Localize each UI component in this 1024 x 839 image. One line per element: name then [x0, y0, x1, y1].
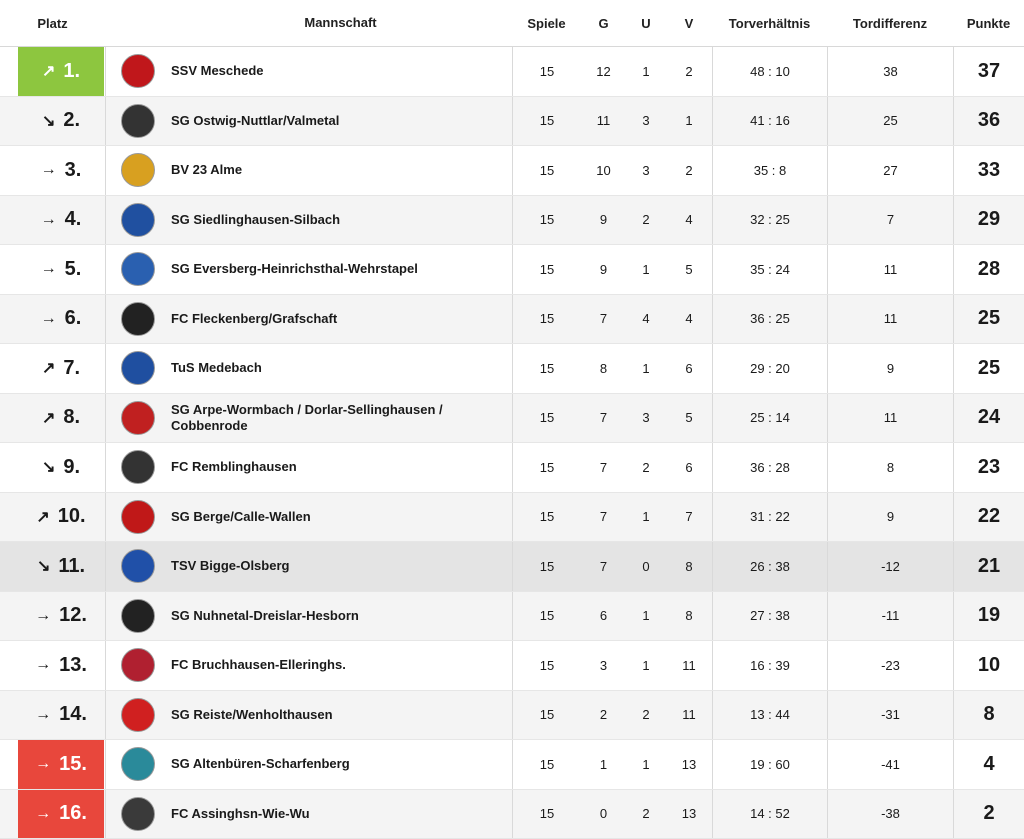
- logo-cell: [105, 97, 169, 146]
- table-row[interactable]: [0, 493, 1024, 543]
- platz-cell: [0, 245, 105, 294]
- trend-arrow-icon: ↘: [42, 111, 55, 131]
- siege-cell: 7: [581, 394, 626, 443]
- table-row[interactable]: [0, 641, 1024, 691]
- punkte-cell: 2: [953, 790, 1024, 839]
- spiele-cell: 15: [512, 443, 581, 492]
- club-crest-icon: [121, 500, 155, 534]
- logo-cell: [105, 542, 169, 591]
- torverhaeltnis-cell: 36 : 28: [712, 443, 827, 492]
- torverhaeltnis-cell: 25 : 14: [712, 394, 827, 443]
- torverhaeltnis-cell: 13 : 44: [712, 691, 827, 740]
- logo-cell: [105, 641, 169, 690]
- place-badge: [18, 493, 104, 542]
- team-name[interactable]: SG Ostwig-Nuttlar/Valmetal: [169, 97, 512, 146]
- team-name[interactable]: FC Remblinghausen: [169, 443, 512, 492]
- place-number: 9.: [63, 456, 80, 479]
- header-v: V: [666, 0, 712, 46]
- siege-cell: 7: [581, 493, 626, 542]
- torverhaeltnis-cell: 26 : 38: [712, 542, 827, 591]
- club-crest-icon: [121, 747, 155, 781]
- platz-cell: [0, 493, 105, 542]
- header-tordifferenz: Tordifferenz: [827, 0, 953, 46]
- logo-cell: [105, 146, 169, 195]
- unentschieden-cell: 1: [626, 47, 666, 96]
- place-number: 11.: [58, 555, 85, 578]
- punkte-cell: 10: [953, 641, 1024, 690]
- unentschieden-cell: 1: [626, 740, 666, 789]
- platz-cell: [0, 740, 105, 789]
- table-row[interactable]: [0, 97, 1024, 147]
- unentschieden-cell: 3: [626, 146, 666, 195]
- torverhaeltnis-cell: 27 : 38: [712, 592, 827, 641]
- team-name[interactable]: SG Altenbüren-Scharfenberg: [169, 740, 512, 789]
- trend-arrow-icon: ↗: [42, 358, 55, 378]
- tordifferenz-cell: 11: [827, 295, 953, 344]
- punkte-cell: 36: [953, 97, 1024, 146]
- table-row[interactable]: [0, 443, 1024, 493]
- spiele-cell: 15: [512, 542, 581, 591]
- tordifferenz-cell: 7: [827, 196, 953, 245]
- niederlagen-cell: 13: [666, 790, 712, 839]
- platz-cell: [0, 641, 105, 690]
- unentschieden-cell: 2: [626, 691, 666, 740]
- platz-cell: [0, 146, 105, 195]
- place-badge: [18, 295, 104, 344]
- logo-cell: [105, 47, 169, 96]
- place-number: 3.: [65, 159, 82, 182]
- trend-arrow-icon: →: [41, 260, 57, 278]
- punkte-cell: 25: [953, 295, 1024, 344]
- place-badge: [18, 394, 104, 443]
- siege-cell: 12: [581, 47, 626, 96]
- torverhaeltnis-cell: 36 : 25: [712, 295, 827, 344]
- torverhaeltnis-cell: 19 : 60: [712, 740, 827, 789]
- tordifferenz-cell: -12: [827, 542, 953, 591]
- club-crest-icon: [121, 401, 155, 435]
- spiele-cell: 15: [512, 196, 581, 245]
- club-crest-icon: [121, 302, 155, 336]
- place-number: 16.: [59, 802, 87, 825]
- trend-arrow-icon: ↘: [42, 457, 55, 477]
- unentschieden-cell: 3: [626, 97, 666, 146]
- unentschieden-cell: 2: [626, 443, 666, 492]
- place-number: 5.: [65, 258, 82, 281]
- table-row[interactable]: [0, 245, 1024, 295]
- logo-cell: [105, 295, 169, 344]
- club-crest-icon: [121, 698, 155, 732]
- platz-cell: [0, 47, 105, 96]
- place-number: 14.: [59, 703, 87, 726]
- team-name[interactable]: SG Berge/Calle-Wallen: [169, 493, 512, 542]
- logo-cell: [105, 443, 169, 492]
- trend-arrow-icon: →: [35, 805, 51, 823]
- niederlagen-cell: 13: [666, 740, 712, 789]
- torverhaeltnis-cell: 29 : 20: [712, 344, 827, 393]
- tordifferenz-cell: 25: [827, 97, 953, 146]
- spiele-cell: 15: [512, 97, 581, 146]
- team-name[interactable]: TSV Bigge-Olsberg: [169, 542, 512, 591]
- logo-cell: [105, 592, 169, 641]
- table-row[interactable]: [0, 394, 1024, 444]
- tordifferenz-cell: 11: [827, 394, 953, 443]
- spiele-cell: 15: [512, 47, 581, 96]
- spiele-cell: 15: [512, 790, 581, 839]
- torverhaeltnis-cell: 32 : 25: [712, 196, 827, 245]
- spiele-cell: 15: [512, 493, 581, 542]
- siege-cell: 9: [581, 245, 626, 294]
- torverhaeltnis-cell: 35 : 8: [712, 146, 827, 195]
- spiele-cell: 15: [512, 295, 581, 344]
- table-body: [0, 47, 1024, 839]
- table-row[interactable]: [0, 740, 1024, 790]
- punkte-cell: 29: [953, 196, 1024, 245]
- place-badge: [18, 146, 104, 195]
- table-row[interactable]: [0, 542, 1024, 592]
- niederlagen-cell: 8: [666, 592, 712, 641]
- team-name[interactable]: SG Reiste/Wenholthausen: [169, 691, 512, 740]
- place-number: 10.: [58, 505, 86, 528]
- platz-cell: [0, 691, 105, 740]
- niederlagen-cell: 11: [666, 641, 712, 690]
- logo-cell: [105, 790, 169, 839]
- punkte-cell: 25: [953, 344, 1024, 393]
- unentschieden-cell: 1: [626, 344, 666, 393]
- header-spiele: Spiele: [512, 0, 581, 46]
- club-crest-icon: [121, 450, 155, 484]
- logo-cell: [105, 344, 169, 393]
- header-logo-spacer: [105, 0, 169, 46]
- team-name[interactable]: FC Assinghsn-Wie-Wu: [169, 790, 512, 839]
- punkte-cell: 19: [953, 592, 1024, 641]
- siege-cell: 1: [581, 740, 626, 789]
- table-row[interactable]: [0, 146, 1024, 196]
- place-number: 15.: [59, 753, 87, 776]
- trend-arrow-icon: ↗: [42, 61, 55, 81]
- tordifferenz-cell: 27: [827, 146, 953, 195]
- punkte-cell: 33: [953, 146, 1024, 195]
- siege-cell: 3: [581, 641, 626, 690]
- platz-cell: [0, 97, 105, 146]
- platz-cell: [0, 196, 105, 245]
- torverhaeltnis-cell: 14 : 52: [712, 790, 827, 839]
- tordifferenz-cell: 38: [827, 47, 953, 96]
- siege-cell: 7: [581, 295, 626, 344]
- niederlagen-cell: 4: [666, 196, 712, 245]
- spiele-cell: 15: [512, 344, 581, 393]
- place-badge: [18, 47, 104, 96]
- place-badge: [18, 443, 104, 492]
- punkte-cell: 4: [953, 740, 1024, 789]
- unentschieden-cell: 2: [626, 790, 666, 839]
- trend-arrow-icon: ↘: [37, 556, 50, 576]
- place-number: 1.: [63, 60, 80, 83]
- torverhaeltnis-cell: 31 : 22: [712, 493, 827, 542]
- unentschieden-cell: 1: [626, 592, 666, 641]
- place-badge: [18, 790, 104, 839]
- place-number: 7.: [63, 357, 80, 380]
- table-row[interactable]: [0, 196, 1024, 246]
- table-row[interactable]: [0, 295, 1024, 345]
- logo-cell: [105, 196, 169, 245]
- trend-arrow-icon: →: [35, 706, 51, 724]
- unentschieden-cell: 2: [626, 196, 666, 245]
- table-row[interactable]: [0, 592, 1024, 642]
- header-torverhaeltnis: Torverhältnis: [712, 0, 827, 46]
- spiele-cell: 15: [512, 641, 581, 690]
- header-punkte: Punkte: [953, 0, 1024, 46]
- platz-cell: [0, 344, 105, 393]
- platz-cell: [0, 790, 105, 839]
- tordifferenz-cell: 8: [827, 443, 953, 492]
- siege-cell: 9: [581, 196, 626, 245]
- club-crest-icon: [121, 648, 155, 682]
- place-number: 12.: [59, 604, 87, 627]
- trend-arrow-icon: ↗: [36, 507, 49, 527]
- trend-arrow-icon: ↗: [42, 408, 55, 428]
- logo-cell: [105, 493, 169, 542]
- team-name[interactable]: SG Siedlinghausen-Silbach: [169, 196, 512, 245]
- place-badge: [18, 344, 104, 393]
- trend-arrow-icon: →: [35, 755, 51, 773]
- unentschieden-cell: 1: [626, 245, 666, 294]
- platz-cell: [0, 542, 105, 591]
- tordifferenz-cell: 9: [827, 344, 953, 393]
- niederlagen-cell: 6: [666, 443, 712, 492]
- siege-cell: 2: [581, 691, 626, 740]
- table-row[interactable]: [0, 691, 1024, 741]
- place-badge: [18, 196, 104, 245]
- platz-cell: [0, 295, 105, 344]
- torverhaeltnis-cell: 41 : 16: [712, 97, 827, 146]
- club-crest-icon: [121, 351, 155, 385]
- niederlagen-cell: 6: [666, 344, 712, 393]
- unentschieden-cell: 1: [626, 641, 666, 690]
- table-row[interactable]: [0, 790, 1024, 839]
- siege-cell: 0: [581, 790, 626, 839]
- place-badge: [18, 245, 104, 294]
- spiele-cell: 15: [512, 740, 581, 789]
- place-number: 6.: [65, 307, 82, 330]
- platz-cell: [0, 394, 105, 443]
- punkte-cell: 28: [953, 245, 1024, 294]
- logo-cell: [105, 245, 169, 294]
- spiele-cell: 15: [512, 146, 581, 195]
- club-crest-icon: [121, 104, 155, 138]
- siege-cell: 11: [581, 97, 626, 146]
- team-name[interactable]: FC Fleckenberg/Grafschaft: [169, 295, 512, 344]
- place-number: 2.: [63, 109, 80, 132]
- team-name[interactable]: FC Bruchhausen-Elleringhs.: [169, 641, 512, 690]
- spiele-cell: 15: [512, 245, 581, 294]
- tordifferenz-cell: -23: [827, 641, 953, 690]
- team-name[interactable]: SSV Meschede: [169, 47, 512, 96]
- niederlagen-cell: 5: [666, 394, 712, 443]
- tordifferenz-cell: -41: [827, 740, 953, 789]
- table-row[interactable]: [0, 47, 1024, 97]
- tordifferenz-cell: -31: [827, 691, 953, 740]
- torverhaeltnis-cell: 16 : 39: [712, 641, 827, 690]
- unentschieden-cell: 0: [626, 542, 666, 591]
- trend-arrow-icon: →: [41, 211, 57, 229]
- trend-arrow-icon: →: [35, 607, 51, 625]
- niederlagen-cell: 2: [666, 146, 712, 195]
- trend-arrow-icon: →: [35, 656, 51, 674]
- place-number: 8.: [63, 406, 80, 429]
- team-name[interactable]: SG Eversberg-Heinrichsthal-Wehrstapel: [169, 245, 512, 294]
- trend-arrow-icon: →: [41, 161, 57, 179]
- header-g: G: [581, 0, 626, 46]
- header-platz: Platz: [0, 0, 105, 46]
- place-badge: [18, 97, 104, 146]
- place-number: 13.: [59, 654, 87, 677]
- team-name[interactable]: SG Nuhnetal-Dreislar-Hesborn: [169, 592, 512, 641]
- logo-cell: [105, 394, 169, 443]
- punkte-cell: 37: [953, 47, 1024, 96]
- punkte-cell: 22: [953, 493, 1024, 542]
- siege-cell: 7: [581, 542, 626, 591]
- logo-cell: [105, 740, 169, 789]
- tordifferenz-cell: 11: [827, 245, 953, 294]
- spiele-cell: 15: [512, 691, 581, 740]
- siege-cell: 8: [581, 344, 626, 393]
- header-u: U: [626, 0, 666, 46]
- place-badge: [18, 592, 104, 641]
- place-badge: [18, 740, 104, 789]
- spiele-cell: 15: [512, 394, 581, 443]
- niederlagen-cell: 5: [666, 245, 712, 294]
- unentschieden-cell: 4: [626, 295, 666, 344]
- torverhaeltnis-cell: 35 : 24: [712, 245, 827, 294]
- torverhaeltnis-cell: 48 : 10: [712, 47, 827, 96]
- punkte-cell: 8: [953, 691, 1024, 740]
- punkte-cell: 21: [953, 542, 1024, 591]
- niederlagen-cell: 2: [666, 47, 712, 96]
- tordifferenz-cell: 9: [827, 493, 953, 542]
- spiele-cell: 15: [512, 592, 581, 641]
- niederlagen-cell: 4: [666, 295, 712, 344]
- trend-arrow-icon: →: [41, 310, 57, 328]
- club-crest-icon: [121, 252, 155, 286]
- team-name[interactable]: TuS Medebach: [169, 344, 512, 393]
- punkte-cell: 23: [953, 443, 1024, 492]
- place-number: 4.: [65, 208, 82, 231]
- siege-cell: 6: [581, 592, 626, 641]
- tordifferenz-cell: -11: [827, 592, 953, 641]
- niederlagen-cell: 7: [666, 493, 712, 542]
- platz-cell: [0, 443, 105, 492]
- punkte-cell: 24: [953, 394, 1024, 443]
- logo-cell: [105, 691, 169, 740]
- niederlagen-cell: 8: [666, 542, 712, 591]
- team-name[interactable]: BV 23 Alme: [169, 146, 512, 195]
- unentschieden-cell: 3: [626, 394, 666, 443]
- tordifferenz-cell: -38: [827, 790, 953, 839]
- place-badge: [18, 542, 104, 591]
- niederlagen-cell: 1: [666, 97, 712, 146]
- club-crest-icon: [121, 203, 155, 237]
- place-badge: [18, 691, 104, 740]
- table-row[interactable]: [0, 344, 1024, 394]
- club-crest-icon: [121, 549, 155, 583]
- siege-cell: 7: [581, 443, 626, 492]
- siege-cell: 10: [581, 146, 626, 195]
- header-mannschaft: Mannschaft: [169, 0, 512, 46]
- club-crest-icon: [121, 54, 155, 88]
- club-crest-icon: [121, 153, 155, 187]
- table-header: [0, 0, 1024, 47]
- club-crest-icon: [121, 797, 155, 831]
- club-crest-icon: [121, 599, 155, 633]
- team-name[interactable]: SG Arpe-Wormbach / Dorlar-Sellinghausen / Cobbenrode: [169, 394, 512, 443]
- unentschieden-cell: 1: [626, 493, 666, 542]
- niederlagen-cell: 11: [666, 691, 712, 740]
- place-badge: [18, 641, 104, 690]
- platz-cell: [0, 592, 105, 641]
